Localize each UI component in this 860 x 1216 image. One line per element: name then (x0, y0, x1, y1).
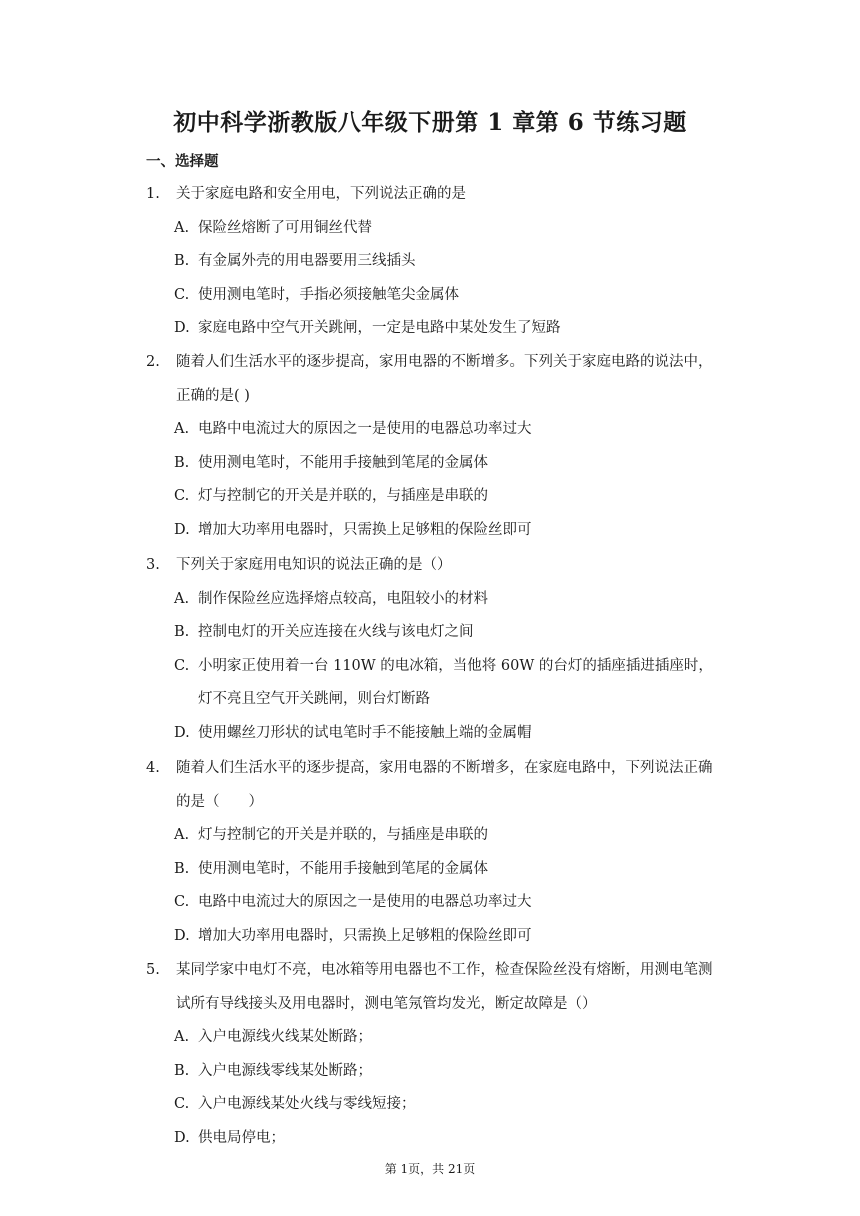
option-a (174, 583, 726, 617)
page-footer: 第 1页，共 21页 (384, 1162, 476, 1176)
option-b (174, 853, 726, 887)
option-text: 增加大功率用电器时，只需换上足够粗的保险丝即可 (198, 521, 532, 538)
question-stem: 随着人们生活水平的逐步提高，家用电器的不断增多。下列关于家庭电路的说法中，正确的是( ) (176, 354, 713, 404)
question-stem: 下列关于家庭用电知识的说法正确的是（） (176, 557, 452, 573)
option-text: 灯与控制它的开关是并联的，与插座是串联的 (198, 488, 488, 504)
option-text: 增加大功率用电器时，只需换上足够粗的保险丝即可 (198, 927, 532, 944)
option-text: 入户电源线火线某处断路； (198, 1029, 372, 1045)
option-letter: C. (174, 657, 190, 674)
question-stem: 某同学家中电灯不亮，电冰箱等用电器也不工作，检查保险丝没有熔断，用测电笔测试所有导线接头及用电器时，测电笔氖管均发光，断定故障是（） (176, 962, 713, 1012)
option-b (174, 1055, 726, 1089)
option-d (174, 1122, 726, 1156)
option-text: 使用测电笔时，手指必须接触笔尖金属体 (198, 286, 459, 303)
document-title: 初中科学浙教版八年级下册第 1 章第 6 节练习题 (173, 109, 687, 136)
option-letter: A. (174, 219, 190, 236)
question-stem: 关于家庭电路和安全用电，下列说法正确的是 (176, 186, 466, 202)
option-text: 控制电灯的开关应连接在火线与该电灯之间 (198, 624, 474, 640)
option-text: 供电局停电； (198, 1129, 285, 1146)
question-number: 3. (146, 557, 160, 573)
option-text: 电路中电流过大的原因之一是使用的电器总功率过大 (198, 894, 532, 910)
option-a (174, 1021, 726, 1055)
option-text: 使用测电笔时，不能用手接触到笔尾的金属体 (198, 860, 488, 877)
option-letter: B. (174, 253, 190, 269)
option-d (174, 920, 726, 954)
option-letter: C. (174, 488, 190, 504)
option-c (174, 279, 726, 313)
option-a (174, 413, 726, 447)
option-letter: D. (174, 1129, 190, 1146)
question-number: 2. (146, 354, 160, 370)
option-b (174, 616, 726, 650)
option-letter: B. (174, 454, 190, 471)
option-text: 灯与控制它的开关是并联的，与插座是串联的 (198, 827, 488, 843)
question-4 (146, 752, 726, 953)
question-1 (146, 178, 726, 346)
option-letter: B. (174, 860, 190, 877)
option-c (174, 886, 726, 920)
option-a (174, 212, 726, 246)
option-b (174, 245, 726, 279)
option-text: 入户电源线零线某处断路； (198, 1062, 372, 1079)
question-number: 4. (146, 760, 160, 776)
option-letter: B. (174, 624, 190, 640)
option-text: 入户电源线某处火线与零线短接； (198, 1096, 416, 1112)
option-text: 制作保险丝应选择熔点较高，电阻较小的材料 (198, 590, 488, 607)
option-d (174, 514, 726, 548)
option-c (174, 650, 726, 717)
option-text: 小明家正使用着一台 110W 的电冰箱，当他将 60W 的台灯的插座插进插座时，灯不亮且空气开关跳闸，则台灯断路 (198, 657, 713, 707)
option-letter: B. (174, 1062, 190, 1079)
option-letter: A. (174, 827, 190, 843)
option-text: 保险丝熔断了可用铜丝代替 (198, 219, 372, 236)
option-text: 有金属外壳的用电器要用三线插头 (198, 253, 416, 269)
option-letter: D. (174, 927, 190, 944)
option-d (174, 312, 726, 346)
option-letter: C. (174, 1096, 190, 1112)
option-text: 使用螺丝刀形状的试电笔时手不能接触上端的金属帽 (198, 724, 532, 741)
question-5 (146, 954, 726, 1155)
question-number: 1. (146, 186, 160, 202)
option-text: 使用测电笔时，不能用手接触到笔尾的金属体 (198, 454, 488, 471)
option-letter: D. (174, 521, 190, 538)
option-c (174, 1088, 726, 1122)
question-stem: 随着人们生活水平的逐步提高，家用电器的不断增多，在家庭电路中，下列说法正确的是（ ） (176, 760, 713, 810)
option-letter: C. (174, 286, 190, 303)
question-3 (146, 549, 726, 750)
option-text: 电路中电流过大的原因之一是使用的电器总功率过大 (198, 421, 532, 437)
option-c (174, 480, 726, 514)
option-text: 家庭电路中空气开关跳闸，一定是电路中某处发生了短路 (198, 320, 561, 336)
option-b (174, 447, 726, 481)
option-letter: D. (174, 320, 190, 336)
option-a (174, 819, 726, 853)
option-letter: A. (174, 590, 190, 607)
question-2 (146, 346, 726, 547)
section-heading: 一、选择题 (146, 153, 219, 170)
option-letter: D. (174, 724, 190, 741)
option-d (174, 717, 726, 751)
option-letter: A. (174, 421, 190, 437)
option-letter: C. (174, 894, 190, 910)
question-number: 5. (146, 962, 160, 978)
option-letter: A. (174, 1029, 190, 1045)
